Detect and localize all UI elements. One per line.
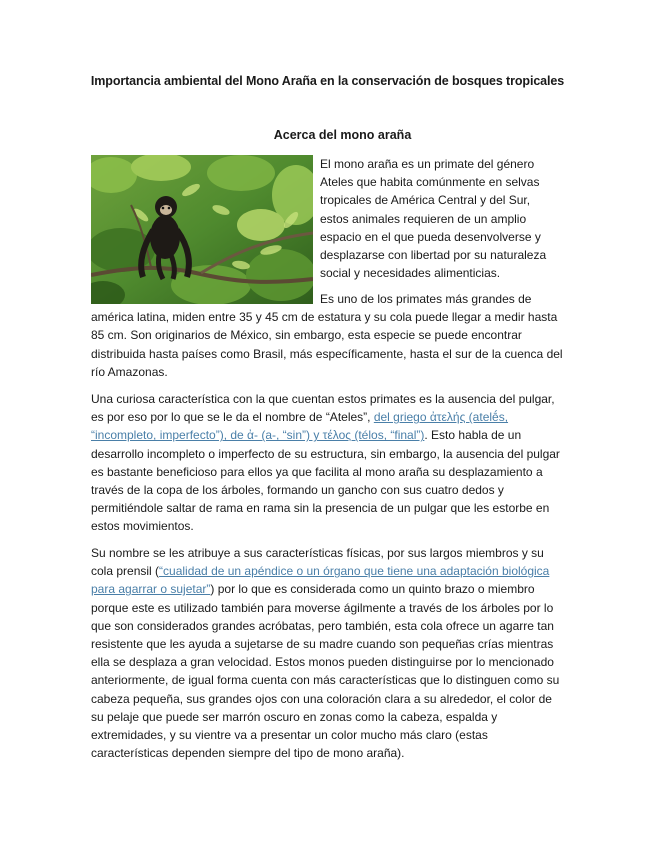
spider-monkey-image — [91, 155, 313, 304]
prehensile-definition-link[interactable]: “cualidad de un apéndice o un órgano que tiene una adaptación biológica para agarrar o sujetar” — [91, 564, 550, 597]
traits-text-start: Su nombre se les atribuye a sus características físicas, por sus largos miembros y su cola prensil ( — [91, 546, 544, 579]
thumb-text-start: Una curiosa característica con la que cuentan estos primates es la ausencia del pulgar, es por eso por lo que se le da el nombre de “Ateles”, — [91, 392, 555, 425]
thumb-absence-paragraph — [91, 390, 563, 536]
etymology-link[interactable]: del griego ἀτελής (atelḗs, “incompleto, imperfecto”), de ἀ- (a-, “sin”) y τέλος (télos, “final”) — [91, 410, 509, 443]
document-title: Importancia ambiental del Mono Araña en la conservación de bosques tropicales — [90, 74, 565, 88]
size-origin-text: Es uno de los primates más grandes de américa latina, miden entre 35 y 45 cm de estatura y su cola puede llegar a medir hasta 85 cm. Son originarios de México, sin embargo, esta especie se puede encontrar distribuida hasta países como Brasil, más específicamente, hasta el sur de la cuenca del río Amazonas. — [91, 292, 563, 379]
spider-monkey-photo — [91, 155, 313, 304]
intro-paragraph: El mono araña es un primate del género Ateles que habita comúnmente en selvas tropicales de América Central y del Sur, estos animales requieren de un amplio espacio en el que pueda desenvolverse y desplazarse con libertad por su naturaleza social y necesidades alimenticias. — [320, 157, 547, 281]
section-title: Acerca del mono araña — [273, 128, 412, 142]
thumb-text-end: . Esto habla de un desarrollo incompleto o imperfecto de su estructura, sin embargo, la ausencia del pulgar es bastante beneficioso para ellos ya que facilita al mono araña su desplazamiento a través de la copa de los árboles, formando un gancho con sus cuatro dedos y permitiéndole saltar de rama en rama sin la presencia de un pulgar que les estorbe en estos movimientos. — [91, 428, 560, 534]
size-origin-paragraph — [91, 290, 563, 381]
physical-traits-paragraph — [91, 544, 563, 762]
traits-text-end: ) por lo que es considerada como un quinto brazo o miembro porque este es utilizado también para moverse ágilmente a través de los árboles por lo que son considerados grandes acróbatas, pero también, esta cola ofrece un agarre tan resistente que les ayuda a sujetarse de su madre cuando son pequeñas crías mientras ella se desplaza a gran velocidad. Estos monos pueden distinguirse por lo mencionado anteriormente, de igual forma cuenta con más características que lo distinguen como su cabeza pequeña, sus grandes ojos con una coloración clara a su alrededor, el color de su pelaje que puede ser marrón oscuro en zonas como la cabeza, espalda y extremidades, y su vientre va a presentar un color mucho más claro (estas características dependen siempre del tipo de mono araña). — [91, 582, 560, 761]
